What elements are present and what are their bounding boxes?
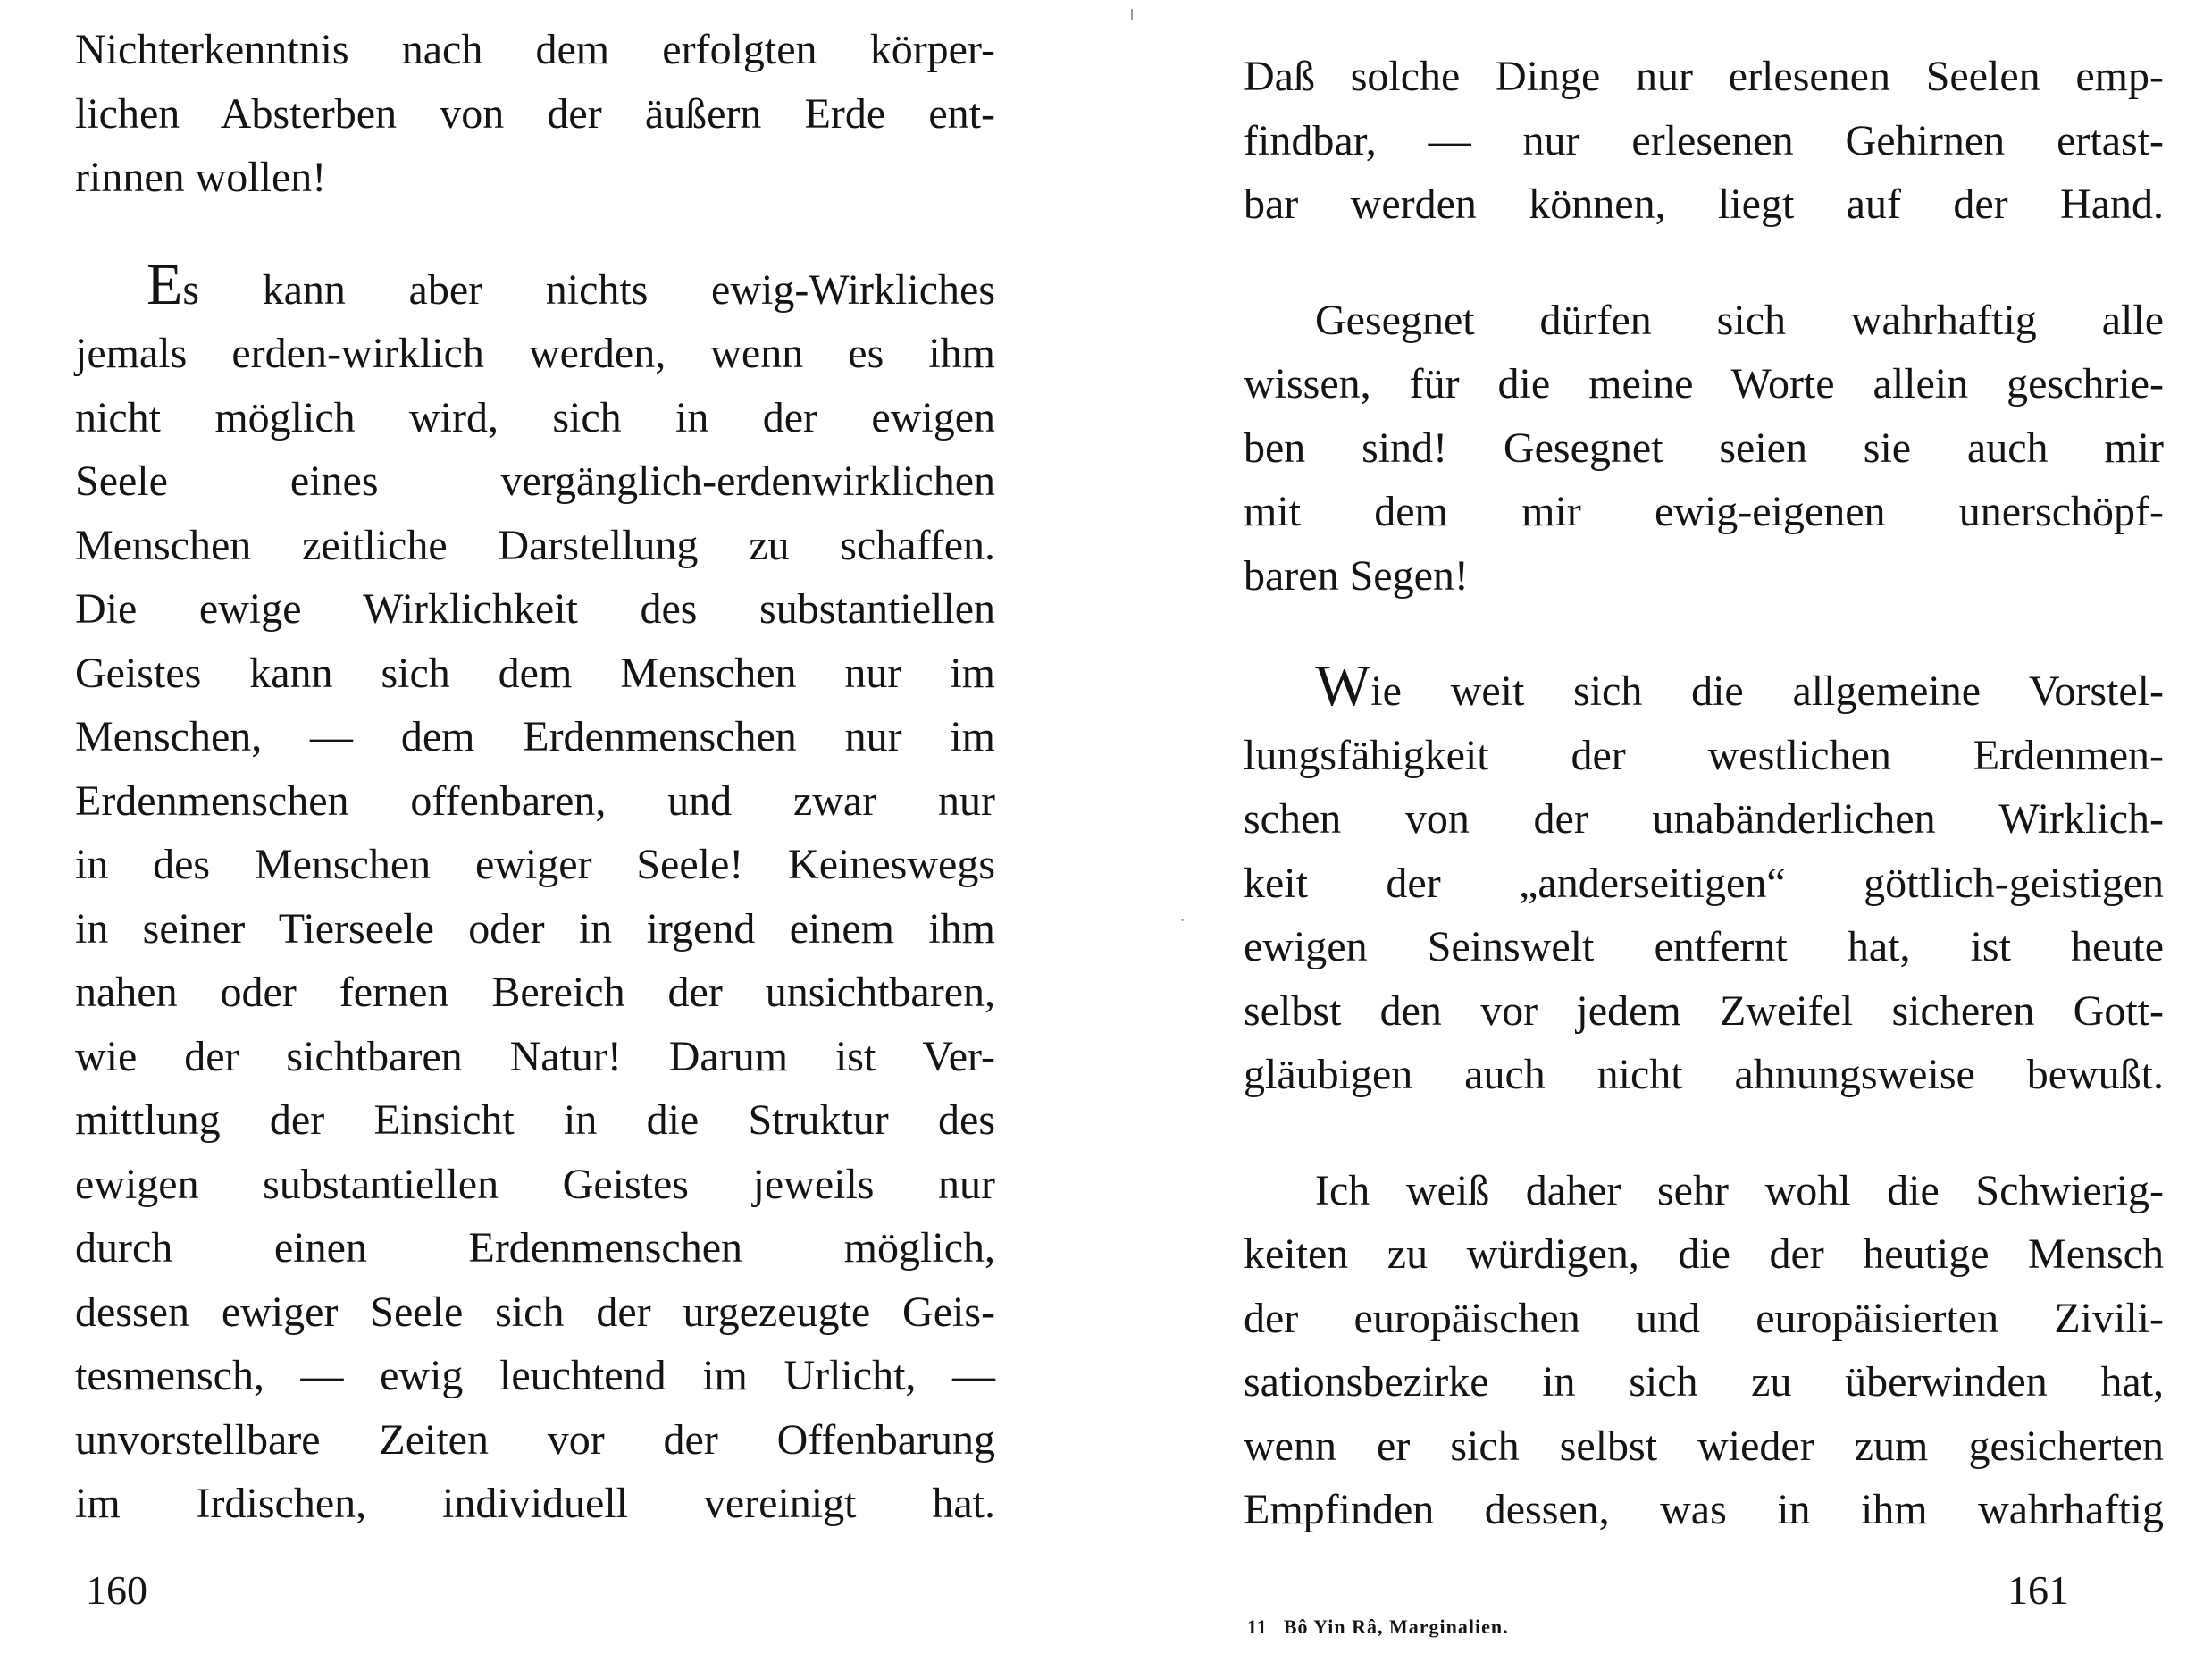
text-line: findbar, — nur erlesenen Gehirnen ertast- <box>1244 116 2164 164</box>
text-line: Seele eines vergänglich-erdenwirklichen <box>75 457 995 505</box>
paragraph <box>1244 45 2164 237</box>
text-line: lichen Absterben von der äußern Erde ent- <box>75 89 995 138</box>
text-line: Menschen, — dem Erdenmenschen nur im <box>75 713 995 760</box>
text-line: in des Menschen ewiger Seele! Keineswegs <box>75 841 995 888</box>
text-line: gläubigen auch nicht ahnungsweise bewußt. <box>1244 1051 2164 1098</box>
right-page <box>1106 0 2212 1662</box>
text-line: ewigen Seinswelt entfernt hat, ist heute <box>1244 923 2164 970</box>
text-line: wie der sichtbaren Natur! Darum ist Ver- <box>75 1032 995 1080</box>
paragraph <box>1244 1159 2164 1542</box>
text-line: unvorstellbare Zeiten vor der Offenbarung <box>75 1415 995 1464</box>
text-line: Die ewige Wirklichkeit des substantiellen <box>75 585 995 633</box>
signature-text: Bô Yin Râ, Marginalien. <box>1283 1616 1509 1638</box>
text-line: schen von der unabänderlichen Wirklich- <box>1244 795 2164 843</box>
text-line: dessen ewiger Seele sich der urgezeugte Geis- <box>75 1288 995 1336</box>
text-line: Ich weiß daher sehr wohl die Schwierig- <box>1315 1166 2164 1214</box>
text-line-rest: s kann aber nichts ewig-Wirkliches <box>182 265 995 314</box>
page-number: 161 <box>2007 1567 2069 1613</box>
text-line: ben sind! Gesegnet seien sie auch mir <box>1244 424 2164 472</box>
text-line: wissen, für die meine Worte allein geschrie- <box>1244 360 2164 407</box>
text-line: jemals erden-wirklich werden, wenn es ihm <box>75 330 995 377</box>
text-line: durch einen Erdenmenschen möglich, <box>75 1224 995 1272</box>
text-line: der europäischen und europäisierten Zivili- <box>1244 1294 2164 1342</box>
text-line: lungsfähigkeit der westlichen Erdenmen- <box>1244 731 2164 779</box>
text-line: ewigen substantiellen Geistes jeweils nur <box>75 1160 995 1208</box>
initial-letter: E <box>147 251 183 317</box>
text-line: im Irdischen, individuell vereinigt hat. <box>75 1480 995 1527</box>
paragraph <box>75 251 995 1536</box>
text-line-rest: ie weit sich die allgemeine Vorstel- <box>1370 667 2164 715</box>
text-line: Empfinden dessen, was in ihm wahrhaftig <box>1244 1486 2164 1533</box>
left-text-column <box>75 18 995 1536</box>
text-line: tesmensch, — ewig leuchtend im Urlicht, — <box>75 1352 995 1399</box>
signature-number: 11 <box>1247 1616 1268 1638</box>
signature-line <box>1247 1616 1525 1639</box>
text-line: baren Segen! <box>1244 551 1469 600</box>
right-text-column <box>1244 45 2164 1542</box>
text-line: wenn er sich selbst wieder zum gesicherten <box>1244 1422 2164 1470</box>
text-line: bar werden können, liegt auf der Hand. <box>1244 180 2164 228</box>
text-line: rinnen wollen! <box>75 154 327 201</box>
text-line <box>1244 653 2164 724</box>
text-line: mittlung der Einsicht in die Struktur des <box>75 1096 995 1144</box>
text-line: Nichterkenntnis nach dem erfolgten körper- <box>75 26 995 73</box>
page-number: 160 <box>86 1567 147 1613</box>
text-line: selbst den vor jedem Zweifel sicheren Gott- <box>1244 986 2164 1035</box>
text-line: keit der „anderseitigen“ göttlich-geistigen <box>1244 859 2164 907</box>
text-line: nicht möglich wird, sich in der ewigen <box>75 393 995 441</box>
paragraph <box>75 18 995 210</box>
text-line: Erdenmenschen offenbaren, und zwar nur <box>75 776 995 825</box>
text-line: Gesegnet dürfen sich wahrhaftig alle <box>1315 296 2164 344</box>
text-line: in seiner Tierseele oder in irgend einem ihm <box>75 904 995 953</box>
text-line: keiten zu würdigen, die der heutige Mensch <box>1244 1230 2164 1278</box>
text-line: Geistes kann sich dem Menschen nur im <box>75 649 995 697</box>
text-line: mit dem mir ewig-eigenen unerschöpf- <box>1244 488 2164 535</box>
text-line: nahen oder fernen Bereich der unsichtbaren, <box>75 969 995 1016</box>
text-line: Daß solche Dinge nur erlesenen Seelen emp- <box>1244 53 2164 100</box>
text-line: Menschen zeitliche Darstellung zu schaffen. <box>75 521 995 569</box>
text-line: sationsbezirke in sich zu überwinden hat, <box>1244 1358 2164 1406</box>
paragraph <box>1244 289 2164 609</box>
initial-letter: W <box>1315 653 1371 718</box>
paragraph <box>1244 653 2164 1107</box>
text-line <box>75 251 995 323</box>
